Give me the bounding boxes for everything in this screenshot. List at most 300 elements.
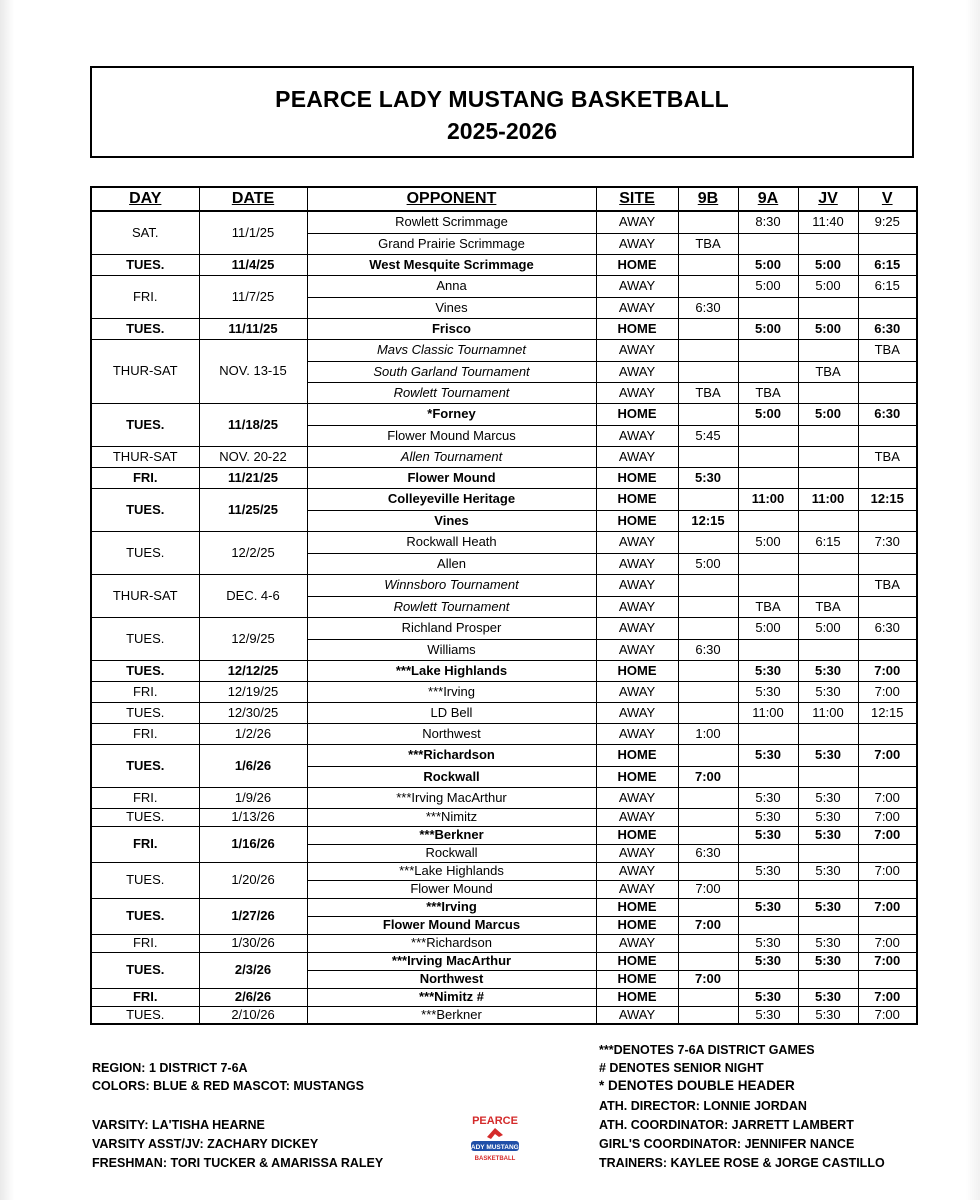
time-9a-cell bbox=[738, 361, 798, 382]
opponent-cell: Vines bbox=[307, 297, 596, 318]
time-v-cell: 6:30 bbox=[858, 403, 917, 425]
time-9b-cell bbox=[678, 596, 738, 617]
day-cell: FRI. bbox=[91, 467, 199, 488]
col-header-9a: 9A bbox=[738, 187, 798, 211]
time-9b-cell bbox=[678, 808, 738, 826]
time-v-cell: 7:30 bbox=[858, 531, 917, 553]
time-v-cell: 7:00 bbox=[858, 862, 917, 880]
table-row bbox=[91, 211, 917, 233]
table-row bbox=[91, 988, 917, 1006]
time-jv-cell: 5:30 bbox=[798, 862, 858, 880]
opponent-cell: ***Berkner bbox=[307, 826, 596, 844]
day-cell: TUES. bbox=[91, 254, 199, 275]
time-9b-cell bbox=[678, 660, 738, 681]
time-jv-cell: 5:30 bbox=[798, 952, 858, 970]
table-row bbox=[91, 467, 917, 488]
time-v-cell: 7:00 bbox=[858, 898, 917, 916]
site-cell: AWAY bbox=[596, 233, 678, 254]
time-9b-cell bbox=[678, 744, 738, 766]
time-v-cell bbox=[858, 425, 917, 446]
date-cell: 11/18/25 bbox=[199, 403, 307, 446]
opponent-cell: ***Irving MacArthur bbox=[307, 787, 596, 808]
opponent-cell: ***Irving bbox=[307, 898, 596, 916]
time-v-cell bbox=[858, 880, 917, 898]
time-v-cell: TBA bbox=[858, 446, 917, 467]
date-cell: 2/10/26 bbox=[199, 1006, 307, 1024]
time-9b-cell bbox=[678, 988, 738, 1006]
time-9b-cell bbox=[678, 574, 738, 596]
opponent-cell: *Forney bbox=[307, 403, 596, 425]
time-v-cell: 7:00 bbox=[858, 934, 917, 952]
time-v-cell bbox=[858, 766, 917, 787]
schedule-body bbox=[91, 211, 917, 1024]
site-cell: AWAY bbox=[596, 361, 678, 382]
time-9b-cell: 5:30 bbox=[678, 467, 738, 488]
trainers: TRAINERS: KAYLEE ROSE & JORGE CASTILLO bbox=[599, 1156, 885, 1170]
opponent-cell: Northwest bbox=[307, 723, 596, 744]
time-jv-cell: 5:30 bbox=[798, 681, 858, 702]
site-cell: AWAY bbox=[596, 844, 678, 862]
time-jv-cell: 5:30 bbox=[798, 898, 858, 916]
time-v-cell: TBA bbox=[858, 339, 917, 361]
time-9a-cell bbox=[738, 510, 798, 531]
time-9a-cell: 11:00 bbox=[738, 702, 798, 723]
time-jv-cell bbox=[798, 297, 858, 318]
time-jv-cell: 5:30 bbox=[798, 1006, 858, 1024]
time-jv-cell: 5:30 bbox=[798, 787, 858, 808]
time-9b-cell bbox=[678, 862, 738, 880]
day-cell: TUES. bbox=[91, 403, 199, 446]
site-cell: HOME bbox=[596, 744, 678, 766]
opponent-cell: Rockwall bbox=[307, 766, 596, 787]
site-cell: AWAY bbox=[596, 880, 678, 898]
time-9a-cell: 5:00 bbox=[738, 254, 798, 275]
table-row bbox=[91, 254, 917, 275]
day-cell: FRI. bbox=[91, 934, 199, 952]
time-v-cell bbox=[858, 639, 917, 660]
date-cell: 12/9/25 bbox=[199, 617, 307, 660]
table-row bbox=[91, 862, 917, 880]
varsity-asst-coach: VARSITY ASST/JV: ZACHARY DICKEY bbox=[92, 1137, 319, 1151]
opponent-cell: Rockwall Heath bbox=[307, 531, 596, 553]
date-cell: 11/1/25 bbox=[199, 211, 307, 254]
day-cell: TUES. bbox=[91, 531, 199, 574]
table-row bbox=[91, 826, 917, 844]
col-header-9b: 9B bbox=[678, 187, 738, 211]
time-9b-cell bbox=[678, 702, 738, 723]
time-v-cell: 7:00 bbox=[858, 1006, 917, 1024]
time-v-cell: 7:00 bbox=[858, 952, 917, 970]
time-9a-cell: 5:30 bbox=[738, 898, 798, 916]
time-jv-cell: 11:00 bbox=[798, 702, 858, 723]
time-9a-cell bbox=[738, 467, 798, 488]
time-9a-cell bbox=[738, 970, 798, 988]
time-jv-cell: 5:00 bbox=[798, 254, 858, 275]
time-jv-cell bbox=[798, 639, 858, 660]
time-9a-cell: 8:30 bbox=[738, 211, 798, 233]
site-cell: AWAY bbox=[596, 297, 678, 318]
time-v-cell: 7:00 bbox=[858, 826, 917, 844]
time-9a-cell bbox=[738, 639, 798, 660]
time-jv-cell bbox=[798, 766, 858, 787]
time-9a-cell bbox=[738, 574, 798, 596]
time-9a-cell bbox=[738, 446, 798, 467]
site-cell: AWAY bbox=[596, 531, 678, 553]
site-cell: AWAY bbox=[596, 617, 678, 639]
time-9b-cell bbox=[678, 446, 738, 467]
day-cell: TUES. bbox=[91, 952, 199, 988]
time-9b-cell bbox=[678, 254, 738, 275]
table-header-row bbox=[91, 187, 917, 211]
time-9b-cell bbox=[678, 531, 738, 553]
table-row bbox=[91, 898, 917, 916]
date-cell: 12/19/25 bbox=[199, 681, 307, 702]
date-cell: 1/13/26 bbox=[199, 808, 307, 826]
site-cell: AWAY bbox=[596, 574, 678, 596]
day-cell: THUR-SAT bbox=[91, 574, 199, 617]
col-header-day: DAY bbox=[91, 187, 199, 211]
date-cell: 1/6/26 bbox=[199, 744, 307, 787]
time-v-cell bbox=[858, 553, 917, 574]
time-jv-cell bbox=[798, 467, 858, 488]
time-9b-cell bbox=[678, 681, 738, 702]
table-row bbox=[91, 403, 917, 425]
time-9a-cell bbox=[738, 880, 798, 898]
site-cell: AWAY bbox=[596, 808, 678, 826]
day-cell: THUR-SAT bbox=[91, 446, 199, 467]
time-9a-cell: 5:30 bbox=[738, 862, 798, 880]
table-row bbox=[91, 617, 917, 639]
table-row bbox=[91, 446, 917, 467]
time-9b-cell bbox=[678, 787, 738, 808]
date-cell: DEC. 4-6 bbox=[199, 574, 307, 617]
logo-top-text: PEARCE bbox=[472, 1115, 518, 1127]
date-cell: 2/3/26 bbox=[199, 952, 307, 988]
day-cell: TUES. bbox=[91, 660, 199, 681]
time-9b-cell: 7:00 bbox=[678, 766, 738, 787]
time-9b-cell bbox=[678, 617, 738, 639]
site-cell: HOME bbox=[596, 488, 678, 510]
table-row bbox=[91, 318, 917, 339]
time-9b-cell bbox=[678, 275, 738, 297]
time-9a-cell: 5:30 bbox=[738, 744, 798, 766]
time-9a-cell: 5:30 bbox=[738, 988, 798, 1006]
time-v-cell bbox=[858, 233, 917, 254]
site-cell: HOME bbox=[596, 766, 678, 787]
day-cell: TUES. bbox=[91, 318, 199, 339]
time-9a-cell: 5:30 bbox=[738, 787, 798, 808]
time-v-cell: 7:00 bbox=[858, 988, 917, 1006]
site-cell: HOME bbox=[596, 254, 678, 275]
time-9a-cell bbox=[738, 844, 798, 862]
ath-director: ATH. DIRECTOR: LONNIE JORDAN bbox=[599, 1099, 807, 1113]
opponent-cell: Flower Mound bbox=[307, 467, 596, 488]
table-row bbox=[91, 744, 917, 766]
day-cell: TUES. bbox=[91, 488, 199, 531]
day-cell: FRI. bbox=[91, 787, 199, 808]
time-9a-cell bbox=[738, 553, 798, 574]
opponent-cell: Richland Prosper bbox=[307, 617, 596, 639]
day-cell: TUES. bbox=[91, 898, 199, 934]
opponent-cell: Williams bbox=[307, 639, 596, 660]
time-9b-cell bbox=[678, 952, 738, 970]
time-jv-cell bbox=[798, 425, 858, 446]
site-cell: HOME bbox=[596, 826, 678, 844]
table-row bbox=[91, 531, 917, 553]
time-9b-cell: 5:00 bbox=[678, 553, 738, 574]
date-cell: 11/11/25 bbox=[199, 318, 307, 339]
time-9b-cell: 5:45 bbox=[678, 425, 738, 446]
time-9a-cell: 5:30 bbox=[738, 660, 798, 681]
time-jv-cell: 5:30 bbox=[798, 826, 858, 844]
opponent-cell: Anna bbox=[307, 275, 596, 297]
time-9b-cell: 12:15 bbox=[678, 510, 738, 531]
time-9a-cell: 5:30 bbox=[738, 681, 798, 702]
date-cell: 11/4/25 bbox=[199, 254, 307, 275]
time-jv-cell bbox=[798, 723, 858, 744]
time-jv-cell: 11:00 bbox=[798, 488, 858, 510]
time-9b-cell: 6:30 bbox=[678, 297, 738, 318]
site-cell: AWAY bbox=[596, 425, 678, 446]
page-title: PEARCE LADY MUSTANG BASKETBALL bbox=[275, 86, 729, 112]
date-cell: NOV. 13-15 bbox=[199, 339, 307, 403]
ath-coordinator: ATH. COORDINATOR: JARRETT LAMBERT bbox=[599, 1118, 854, 1132]
site-cell: AWAY bbox=[596, 446, 678, 467]
opponent-cell: Flower Mound Marcus bbox=[307, 425, 596, 446]
time-9a-cell: 11:00 bbox=[738, 488, 798, 510]
time-jv-cell bbox=[798, 553, 858, 574]
time-jv-cell bbox=[798, 880, 858, 898]
time-9a-cell: 5:30 bbox=[738, 808, 798, 826]
site-cell: HOME bbox=[596, 318, 678, 339]
time-9a-cell bbox=[738, 425, 798, 446]
time-jv-cell: 5:00 bbox=[798, 318, 858, 339]
time-9a-cell: 5:30 bbox=[738, 826, 798, 844]
table-row bbox=[91, 723, 917, 744]
date-cell: 12/2/25 bbox=[199, 531, 307, 574]
time-9b-cell: TBA bbox=[678, 233, 738, 254]
site-cell: HOME bbox=[596, 467, 678, 488]
site-cell: AWAY bbox=[596, 639, 678, 660]
time-v-cell bbox=[858, 382, 917, 403]
site-cell: AWAY bbox=[596, 787, 678, 808]
opponent-cell: Rowlett Tournament bbox=[307, 596, 596, 617]
table-row bbox=[91, 1006, 917, 1024]
time-v-cell: 7:00 bbox=[858, 787, 917, 808]
time-9a-cell: 5:00 bbox=[738, 275, 798, 297]
time-jv-cell: 5:30 bbox=[798, 934, 858, 952]
varsity-coach: VARSITY: LA'TISHA HEARNE bbox=[92, 1118, 265, 1132]
col-header-jv: JV bbox=[798, 187, 858, 211]
time-jv-cell bbox=[798, 970, 858, 988]
opponent-cell: Rowlett Tournament bbox=[307, 382, 596, 403]
date-cell: NOV. 20-22 bbox=[199, 446, 307, 467]
girls-coordinator: GIRL'S COORDINATOR: JENNIFER NANCE bbox=[599, 1137, 855, 1151]
time-9a-cell bbox=[738, 233, 798, 254]
date-cell: 12/12/25 bbox=[199, 660, 307, 681]
time-v-cell bbox=[858, 916, 917, 934]
time-jv-cell bbox=[798, 446, 858, 467]
table-row bbox=[91, 934, 917, 952]
time-9a-cell: 5:00 bbox=[738, 531, 798, 553]
site-cell: HOME bbox=[596, 660, 678, 681]
opponent-cell: South Garland Tournament bbox=[307, 361, 596, 382]
opponent-cell: Vines bbox=[307, 510, 596, 531]
day-cell: THUR-SAT bbox=[91, 339, 199, 403]
date-cell: 12/30/25 bbox=[199, 702, 307, 723]
time-9b-cell bbox=[678, 934, 738, 952]
time-v-cell: 6:30 bbox=[858, 617, 917, 639]
time-9b-cell bbox=[678, 898, 738, 916]
colors-mascot: COLORS: BLUE & RED MASCOT: MUSTANGS bbox=[92, 1079, 364, 1093]
date-cell: 1/2/26 bbox=[199, 723, 307, 744]
table-row bbox=[91, 952, 917, 970]
time-v-cell: 7:00 bbox=[858, 681, 917, 702]
time-9b-cell bbox=[678, 1006, 738, 1024]
col-header-opponent: OPPONENT bbox=[307, 187, 596, 211]
time-9b-cell bbox=[678, 403, 738, 425]
note-senior-night: # DENOTES SENIOR NIGHT bbox=[599, 1061, 764, 1075]
time-9a-cell: 5:30 bbox=[738, 1006, 798, 1024]
time-v-cell bbox=[858, 596, 917, 617]
time-v-cell: 7:00 bbox=[858, 808, 917, 826]
time-v-cell: 6:15 bbox=[858, 254, 917, 275]
day-cell: TUES. bbox=[91, 862, 199, 898]
site-cell: HOME bbox=[596, 952, 678, 970]
time-jv-cell: 5:00 bbox=[798, 275, 858, 297]
opponent-cell: ***Berkner bbox=[307, 1006, 596, 1024]
time-9a-cell: TBA bbox=[738, 596, 798, 617]
time-9b-cell: 6:30 bbox=[678, 844, 738, 862]
time-v-cell bbox=[858, 467, 917, 488]
site-cell: AWAY bbox=[596, 211, 678, 233]
time-9b-cell: 7:00 bbox=[678, 916, 738, 934]
time-9b-cell: 1:00 bbox=[678, 723, 738, 744]
time-v-cell: 12:15 bbox=[858, 702, 917, 723]
time-jv-cell bbox=[798, 233, 858, 254]
opponent-cell: ***Irving bbox=[307, 681, 596, 702]
opponent-cell: ***Lake Highlands bbox=[307, 862, 596, 880]
logo-bottom-text: BASKETBALL bbox=[474, 1156, 516, 1162]
day-cell: TUES. bbox=[91, 617, 199, 660]
table-row bbox=[91, 681, 917, 702]
time-v-cell: 7:00 bbox=[858, 744, 917, 766]
col-header-v: V bbox=[858, 187, 917, 211]
site-cell: AWAY bbox=[596, 553, 678, 574]
date-cell: 11/25/25 bbox=[199, 488, 307, 531]
time-v-cell bbox=[858, 510, 917, 531]
time-v-cell bbox=[858, 297, 917, 318]
site-cell: AWAY bbox=[596, 681, 678, 702]
opponent-cell: ***Lake Highlands bbox=[307, 660, 596, 681]
date-cell: 1/9/26 bbox=[199, 787, 307, 808]
time-9b-cell bbox=[678, 339, 738, 361]
site-cell: AWAY bbox=[596, 934, 678, 952]
time-jv-cell: 5:00 bbox=[798, 617, 858, 639]
time-jv-cell bbox=[798, 339, 858, 361]
time-v-cell: 6:15 bbox=[858, 275, 917, 297]
time-jv-cell bbox=[798, 510, 858, 531]
col-header-date: DATE bbox=[199, 187, 307, 211]
table-row bbox=[91, 702, 917, 723]
site-cell: AWAY bbox=[596, 1006, 678, 1024]
time-v-cell: 12:15 bbox=[858, 488, 917, 510]
col-header-site: SITE bbox=[596, 187, 678, 211]
day-cell: TUES. bbox=[91, 1006, 199, 1024]
date-cell: 11/7/25 bbox=[199, 275, 307, 318]
day-cell: FRI. bbox=[91, 275, 199, 318]
time-9b-cell bbox=[678, 826, 738, 844]
site-cell: AWAY bbox=[596, 275, 678, 297]
day-cell: TUES. bbox=[91, 808, 199, 826]
opponent-cell: Grand Prairie Scrimmage bbox=[307, 233, 596, 254]
date-cell: 1/30/26 bbox=[199, 934, 307, 952]
time-jv-cell: TBA bbox=[798, 361, 858, 382]
time-v-cell bbox=[858, 361, 917, 382]
opponent-cell: Frisco bbox=[307, 318, 596, 339]
time-v-cell bbox=[858, 970, 917, 988]
time-9a-cell: TBA bbox=[738, 382, 798, 403]
date-cell: 1/27/26 bbox=[199, 898, 307, 934]
time-9a-cell: 5:00 bbox=[738, 403, 798, 425]
table-row bbox=[91, 808, 917, 826]
time-9a-cell bbox=[738, 766, 798, 787]
time-9b-cell: 7:00 bbox=[678, 880, 738, 898]
opponent-cell: Allen Tournament bbox=[307, 446, 596, 467]
region-info: REGION: 1 DISTRICT 7-6A bbox=[92, 1061, 248, 1075]
site-cell: HOME bbox=[596, 988, 678, 1006]
day-cell: TUES. bbox=[91, 702, 199, 723]
site-cell: HOME bbox=[596, 403, 678, 425]
season-label: 2025-2026 bbox=[447, 118, 557, 144]
opponent-cell: Flower Mound Marcus bbox=[307, 916, 596, 934]
opponent-cell: Mavs Classic Tournamnet bbox=[307, 339, 596, 361]
lady-mustangs-logo bbox=[465, 1113, 525, 1167]
time-9b-cell bbox=[678, 361, 738, 382]
site-cell: AWAY bbox=[596, 702, 678, 723]
day-cell: FRI. bbox=[91, 826, 199, 862]
note-double-header: * DENOTES DOUBLE HEADER bbox=[599, 1078, 795, 1093]
time-9b-cell: 6:30 bbox=[678, 639, 738, 660]
mustang-head-icon bbox=[487, 1128, 503, 1139]
day-cell: FRI. bbox=[91, 723, 199, 744]
day-cell: FRI. bbox=[91, 988, 199, 1006]
time-jv-cell: 11:40 bbox=[798, 211, 858, 233]
logo-middle-text: LADY MUSTANGS bbox=[466, 1144, 524, 1151]
time-v-cell bbox=[858, 844, 917, 862]
site-cell: HOME bbox=[596, 970, 678, 988]
time-jv-cell bbox=[798, 844, 858, 862]
day-cell: FRI. bbox=[91, 681, 199, 702]
time-jv-cell bbox=[798, 574, 858, 596]
time-9a-cell bbox=[738, 916, 798, 934]
time-jv-cell: 5:30 bbox=[798, 808, 858, 826]
time-9b-cell: TBA bbox=[678, 382, 738, 403]
time-9b-cell bbox=[678, 211, 738, 233]
table-row bbox=[91, 660, 917, 681]
date-cell: 2/6/26 bbox=[199, 988, 307, 1006]
time-v-cell: TBA bbox=[858, 574, 917, 596]
site-cell: AWAY bbox=[596, 339, 678, 361]
time-jv-cell: 5:30 bbox=[798, 660, 858, 681]
date-cell: 11/21/25 bbox=[199, 467, 307, 488]
time-jv-cell: 5:00 bbox=[798, 403, 858, 425]
time-v-cell: 6:30 bbox=[858, 318, 917, 339]
title-box bbox=[90, 66, 914, 158]
time-jv-cell: TBA bbox=[798, 596, 858, 617]
time-9a-cell: 5:00 bbox=[738, 617, 798, 639]
note-district: ***DENOTES 7-6A DISTRICT GAMES bbox=[599, 1043, 815, 1057]
